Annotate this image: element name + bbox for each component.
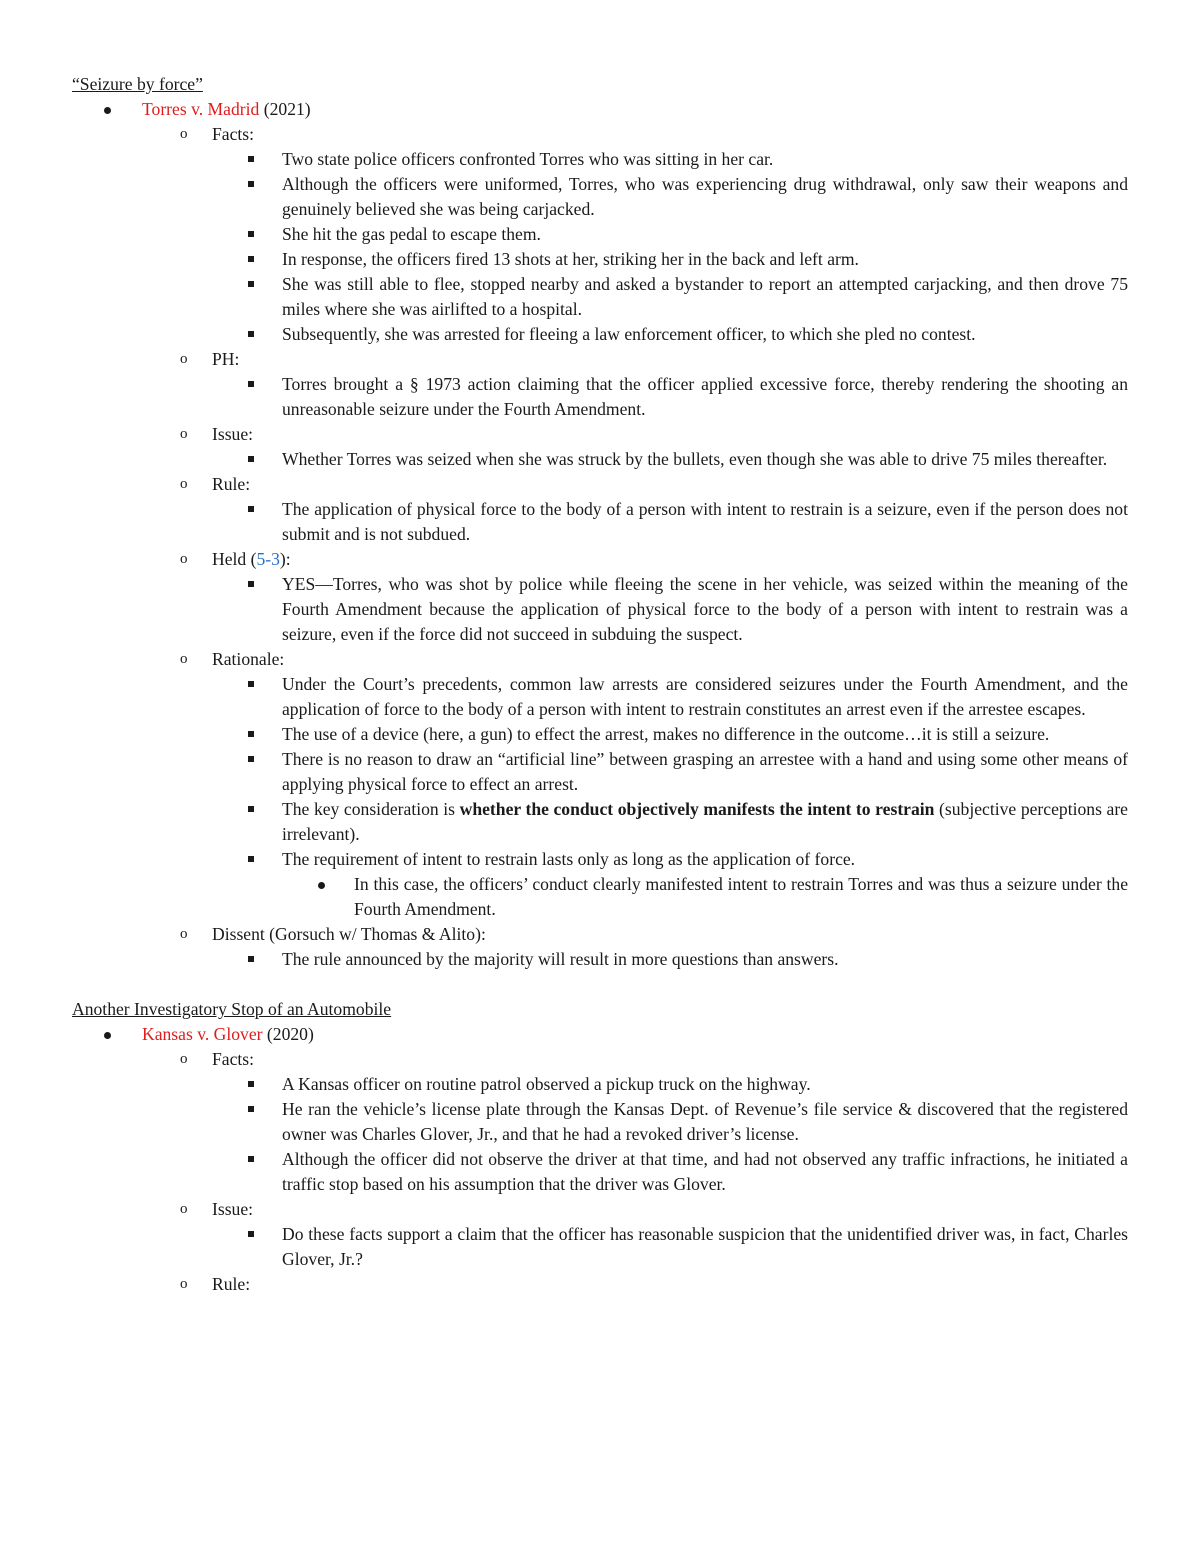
square-bullet-icon	[248, 456, 254, 462]
list-item: A Kansas officer on routine patrol observed a pickup truck on the highway.	[72, 1072, 1128, 1097]
circle-marker-icon: o	[180, 926, 188, 942]
list-item: The use of a device (here, a gun) to effect the arrest, makes no difference in the outcome…it is still a seizure.	[72, 722, 1128, 747]
circle-marker-icon: o	[180, 126, 188, 142]
square-bullet-icon	[248, 506, 254, 512]
circle-marker-icon: o	[180, 551, 188, 567]
subsection-label-issue: o Issue:	[72, 1197, 1128, 1222]
square-bullet-icon	[248, 1231, 254, 1237]
bullet-icon	[318, 882, 325, 889]
list-item: She hit the gas pedal to escape them.	[72, 222, 1128, 247]
list-item: She was still able to flee, stopped nearby and asked a bystander to report an attempted carjacking, and then drove 75 miles where she was airlifted to a hospital.	[72, 272, 1128, 322]
square-bullet-icon	[248, 256, 254, 262]
section-heading: Another Investigatory Stop of an Automobile	[72, 999, 392, 1019]
subsection-label-facts: o Facts:	[72, 1047, 1128, 1072]
square-bullet-icon	[248, 731, 254, 737]
list-item: YES—Torres, who was shot by police while fleeing the scene in her vehicle, was seized within the meaning of the Fourth Amendment because the application of physical force to the body of a person with intent to restrain was a seizure, even if the force did not succeed in subduing the suspect.	[72, 572, 1128, 647]
circle-marker-icon: o	[180, 476, 188, 492]
list-item: The key consideration is whether the conduct objectively manifests the intent to restrain (subjective perceptions are irrelevant).	[72, 797, 1128, 847]
square-bullet-icon	[248, 1156, 254, 1162]
list-item: Torres brought a § 1973 action claiming that the officer applied excessive force, thereby rendering the shooting an unreasonable seizure under the Fourth Amendment.	[72, 372, 1128, 422]
list-item: Although the officer did not observe the driver at that time, and had not observed any traffic infractions, he initiated a traffic stop based on his assumption that the driver was Glover.	[72, 1147, 1128, 1197]
square-bullet-icon	[248, 856, 254, 862]
case-name: Torres v. Madrid	[142, 99, 260, 119]
square-bullet-icon	[248, 381, 254, 387]
spacer	[72, 972, 1128, 997]
list-item: Under the Court’s precedents, common law arrests are considered seizures under the Fourth Amendment, and the application of force to the body of a person with intent to restrain constitutes an arrest even if the arrestee escapes.	[72, 672, 1128, 722]
list-item: In this case, the officers’ conduct clearly manifested intent to restrain Torres and was thus a seizure under the Fourth Amendment.	[72, 872, 1128, 922]
circle-marker-icon: o	[180, 651, 188, 667]
subsection-label-held: o Held (5-3):	[72, 547, 1128, 572]
square-bullet-icon	[248, 331, 254, 337]
list-item: The requirement of intent to restrain lasts only as long as the application of force.	[72, 847, 1128, 872]
list-item: The rule announced by the majority will result in more questions than answers.	[72, 947, 1128, 972]
list-item: Two state police officers confronted Torres who was sitting in her car.	[72, 147, 1128, 172]
vote-count: 5	[256, 549, 266, 569]
square-bullet-icon	[248, 181, 254, 187]
subsection-label-rationale: o Rationale:	[72, 647, 1128, 672]
square-bullet-icon	[248, 156, 254, 162]
subsection-label-rule: o Rule:	[72, 1272, 1128, 1297]
square-bullet-icon	[248, 581, 254, 587]
list-item: There is no reason to draw an “artificial line” between grasping an arrestee with a hand and using some other means of applying physical force to effect an arrest.	[72, 747, 1128, 797]
square-bullet-icon	[248, 1106, 254, 1112]
circle-marker-icon: o	[180, 1201, 188, 1217]
bold-emphasis: whether the conduct objectively manifests the intent to restrain	[459, 799, 935, 819]
list-item: In response, the officers fired 13 shots at her, striking her in the back and left arm.	[72, 247, 1128, 272]
list-item: Do these facts support a claim that the officer has reasonable suspicion that the unidentified driver was, in fact, Charles Glover, Jr.?	[72, 1222, 1128, 1272]
subsection-label-facts: o Facts:	[72, 122, 1128, 147]
circle-marker-icon: o	[180, 426, 188, 442]
case-year: (2021)	[259, 99, 311, 119]
circle-marker-icon: o	[180, 1276, 188, 1292]
circle-marker-icon: o	[180, 351, 188, 367]
list-item: Whether Torres was seized when she was struck by the bullets, even though she was able to drive 75 miles thereafter.	[72, 447, 1128, 472]
bullet-icon	[104, 1032, 111, 1039]
list-item: He ran the vehicle’s license plate through the Kansas Dept. of Revenue’s file service & discovered that the registered owner was Charles Glover, Jr., and that he had a revoked driver’s license.	[72, 1097, 1128, 1147]
subsection-label-ph: o PH:	[72, 347, 1128, 372]
subsection-label-dissent: o Dissent (Gorsuch w/ Thomas & Alito):	[72, 922, 1128, 947]
subsection-label-rule: o Rule:	[72, 472, 1128, 497]
section-heading: “Seizure by force”	[72, 74, 203, 94]
list-item: The application of physical force to the body of a person with intent to restrain is a seizure, even if the person does not submit and is not subdued.	[72, 497, 1128, 547]
square-bullet-icon	[248, 956, 254, 962]
square-bullet-icon	[248, 1081, 254, 1087]
case-heading	[72, 97, 1128, 122]
case-heading	[72, 1022, 1128, 1047]
case-name: Kansas v. Glover	[142, 1024, 263, 1044]
square-bullet-icon	[248, 281, 254, 287]
bullet-icon	[104, 107, 111, 114]
square-bullet-icon	[248, 681, 254, 687]
circle-marker-icon: o	[180, 1051, 188, 1067]
subsection-label-issue: o Issue:	[72, 422, 1128, 447]
square-bullet-icon	[248, 806, 254, 812]
square-bullet-icon	[248, 231, 254, 237]
case-year: (2020)	[262, 1024, 314, 1044]
list-item: Subsequently, she was arrested for fleeing a law enforcement officer, to which she pled no contest.	[72, 322, 1128, 347]
list-item: Although the officers were uniformed, Torres, who was experiencing drug withdrawal, only saw their weapons and genuinely believed she was being carjacked.	[72, 172, 1128, 222]
square-bullet-icon	[248, 756, 254, 762]
